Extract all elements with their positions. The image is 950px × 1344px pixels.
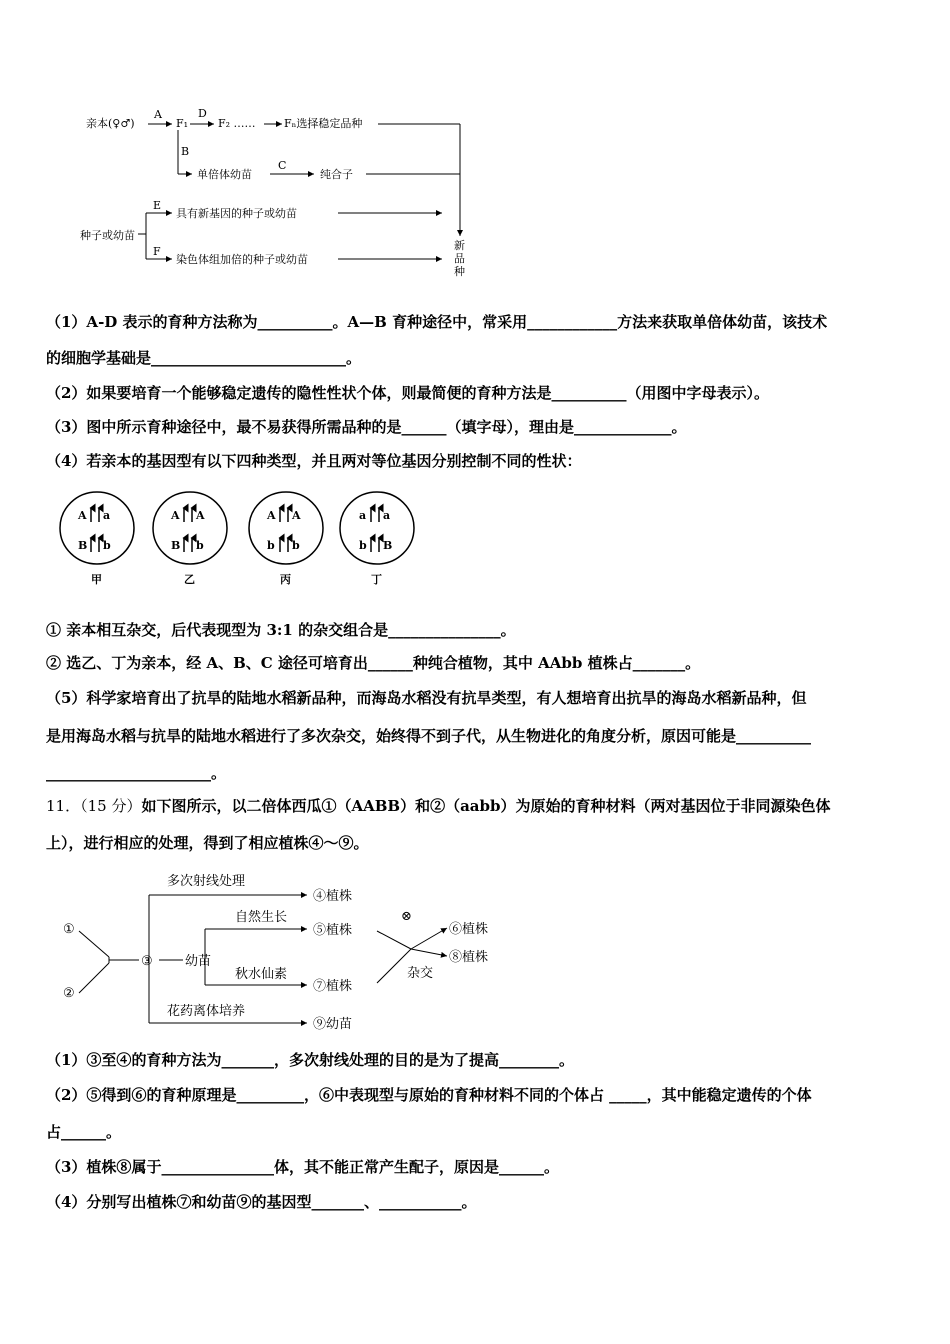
new-variety-char-2: 品: [454, 252, 465, 265]
plant-5: ⑤植株: [313, 923, 353, 938]
cell-name-label: 丙: [280, 573, 291, 586]
path-letter-c: C: [278, 159, 287, 172]
q11-part3: （3）植株⑧属于_______________体，其不能正常产生配子，原因是______。: [46, 1158, 559, 1176]
cell-bing: [249, 492, 323, 586]
material-1: ①: [63, 922, 75, 937]
path-letter-a: A: [154, 108, 162, 121]
path-letter-f: F: [153, 245, 161, 258]
q10-part4-sub1: ① 亲本相互杂交，后代表现型为 3:1 的杂交组合是_______________。: [46, 621, 516, 639]
cross-label: 杂交: [407, 966, 434, 981]
cell-name-label: 乙: [184, 573, 195, 586]
path-letter-d: D: [198, 107, 207, 120]
doubled-chromosome-seed-label: 染色体组加倍的种子或幼苗: [176, 253, 308, 266]
plant-4: ④植株: [313, 889, 353, 904]
q10-part5-line2: 是用海岛水稻与抗旱的陆地水稻进行了多次杂交，始终得不到子代，从生物进化的角度分析，原因可能是__________: [46, 727, 812, 745]
path-letter-b: B: [181, 145, 190, 158]
seed-seedling-label: 种子或幼苗: [80, 229, 135, 242]
radiation-treatment-label: 多次射线处理: [167, 874, 246, 889]
parent-label: 亲本(♀♂): [86, 117, 135, 130]
q10-part1-line2: 的细胞学基础是__________________________。: [46, 349, 362, 367]
new-gene-seed-label: 具有新基因的种子或幼苗: [176, 207, 297, 220]
new-variety-char-3: 种: [454, 265, 465, 278]
gene-label: b: [292, 539, 300, 552]
q11-part2-line2: 占______。: [46, 1123, 122, 1141]
breeding-pathway-diagram: [80, 100, 500, 285]
gene-label: b: [267, 539, 275, 552]
q10-part4: （4）若亲本的基因型有以下四种类型，并且两对等位基因分别控制不同的性状：: [46, 452, 582, 470]
gene-label: b: [103, 539, 111, 552]
gene-label: a: [103, 509, 111, 522]
q10-part5-line1: （5）科学家培育出了抗旱的陆地水稻新品种，而海岛水稻没有抗旱类型，有人想培育出抗旱的海岛水稻新品种，但: [46, 689, 807, 707]
genotype-cells-diagram: [50, 490, 430, 590]
seedling-label: 幼苗: [185, 954, 212, 969]
cell-name-label: 甲: [91, 573, 102, 586]
question-number: 11．（15 分）: [46, 797, 142, 815]
q10-part1-line1: （1）A-D 表示的育种方法称为__________。A—B 育种途径中，常采用____________方法来获取单倍体幼苗，该技术: [46, 313, 828, 331]
anther-culture-label: 花药离体培养: [167, 1004, 246, 1019]
homozygote-label: 纯合子: [320, 168, 353, 181]
self-cross-icon: ⊗: [401, 909, 412, 924]
f2-label: F₂ ……: [218, 117, 256, 130]
q10-part2: （2）如果要培育一个能够稳定遗传的隐性性状个体，则最简便的育种方法是__________（用图中字母表示）。: [46, 384, 769, 402]
gene-label: b: [196, 539, 204, 552]
seedling-9: ⑨幼苗: [313, 1017, 353, 1032]
gene-label: A: [171, 509, 180, 522]
q11-part2-line1: （2）⑤得到⑥的育种原理是_________，⑥中表现型与原始的育种材料不同的个体占 _____，其中能稳定遗传的个体: [46, 1086, 812, 1104]
gene-label: B: [171, 539, 181, 552]
path-letter-e: E: [153, 199, 162, 212]
colchicine-label: 秋水仙素: [235, 967, 288, 982]
plant-7: ⑦植株: [313, 979, 353, 994]
gene-label: a: [383, 509, 391, 522]
haploid-seedling-label: 单倍体幼苗: [197, 168, 252, 181]
q10-part5-line3: ______________________。: [46, 764, 227, 782]
plant-6: ⑥植株: [449, 922, 489, 937]
gene-label: A: [78, 509, 87, 522]
q10-part4-sub2: ② 选乙、丁为亲本，经 A、B、C 途径可培育出______种纯合植物，其中 AAbb 植株占_______。: [46, 654, 701, 672]
gene-label: b: [359, 539, 367, 552]
gene-label: A: [267, 509, 276, 522]
q11-stem-line2: 上），进行相应的处理，得到了相应植株④～⑨。: [46, 834, 369, 852]
gene-label: A: [292, 509, 301, 522]
cell-ding: [340, 492, 414, 586]
gene-label: B: [383, 539, 393, 552]
q11-stem-text: 如下图所示，以二倍体西瓜①（AABB）和②（aabb）为原始的育种材料（两对基因位于非同源染色体: [141, 797, 831, 815]
material-2: ②: [63, 986, 75, 1001]
q10-part3: （3）图中所示育种途径中，最不易获得所需品种的是______（填字母），理由是_____________。: [46, 418, 687, 436]
material-3: ③: [141, 954, 153, 969]
watermelon-breeding-diagram: [55, 865, 515, 1040]
q11-stem-line1: [46, 796, 831, 816]
q11-part1: （1）③至④的育种方法为_______，多次射线处理的目的是为了提高________。: [46, 1051, 574, 1069]
gene-label: B: [78, 539, 88, 552]
gene-label: a: [359, 509, 367, 522]
plant-8: ⑧植株: [449, 950, 489, 965]
new-variety-char-1: 新: [454, 239, 465, 252]
gene-label: A: [196, 509, 205, 522]
fn-label: Fₙ选择稳定品种: [284, 117, 363, 130]
cell-name-label: 丁: [371, 573, 382, 586]
cell-jia: [60, 492, 134, 586]
f1-label: F₁: [176, 117, 189, 130]
natural-growth-label: 自然生长: [235, 910, 288, 925]
cell-yi: [153, 492, 227, 586]
q11-part4: （4）分别写出植株⑦和幼苗⑨的基因型_______、___________。: [46, 1193, 477, 1211]
